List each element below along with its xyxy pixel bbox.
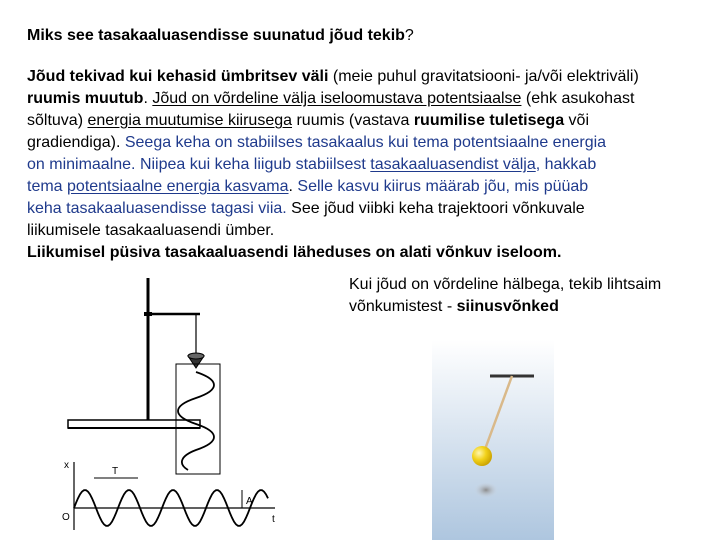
axis-x-label: x xyxy=(64,460,69,471)
pendulum-bob xyxy=(472,446,492,466)
paragraph-line-9: Liikumisel püsiva tasakaaluasendi läheduses on alati võnkuv iseloom. xyxy=(27,244,562,261)
blue-text: on minimaalne. Niipea kui keha liigub stabiilsest xyxy=(27,156,371,173)
text-span: või xyxy=(564,112,589,129)
text-span: . xyxy=(288,178,298,195)
underlined-text: Jõud on võrdeline välja iseloomustava potentsiaalse xyxy=(152,90,522,107)
paragraph-line-3 xyxy=(27,110,717,132)
text-span: (meie puhul gravitatsiooni- ja/või elektriväli) xyxy=(328,68,639,85)
blue-text: Seega keha on stabiilses tasakaalus kui tema potentsiaalne energia xyxy=(124,134,607,151)
blue-text: tema xyxy=(27,178,68,195)
text-span: Jõud tekivad kui kehasid ümbritsev väli xyxy=(27,68,329,85)
text-span: . xyxy=(143,90,153,107)
title-question-mark: ? xyxy=(404,27,414,44)
text-span: sõltuva) xyxy=(27,112,88,129)
underlined-text: potentsiaalne energia kasvama xyxy=(67,178,289,195)
page-title xyxy=(27,26,414,46)
amplitude-label: A xyxy=(246,496,253,507)
blue-text: , hakkab xyxy=(535,156,597,173)
paragraph-line-2 xyxy=(27,88,717,110)
side-line-2 xyxy=(349,296,714,318)
text-span: võnkumistest - xyxy=(349,298,457,315)
underlined-text: energia muutumise kiirusega xyxy=(87,112,293,129)
pendulum-shadow xyxy=(474,482,498,498)
paragraph-line-4 xyxy=(27,132,717,154)
blue-text: Selle kasvu kiirus määrab jõu, mis püüab xyxy=(297,178,589,195)
simple-pendulum-figure xyxy=(432,340,554,540)
pendulum-background xyxy=(432,340,554,540)
paragraph-line-6 xyxy=(27,176,717,198)
text-span: gradiendiga). xyxy=(27,134,125,151)
main-paragraph xyxy=(27,66,717,264)
paragraph-line-7 xyxy=(27,198,717,220)
stand-base xyxy=(68,420,200,428)
bold-term: siinusvõnked xyxy=(456,298,559,315)
paragraph-line-8: liikumisele tasakaaluasendi ümber. xyxy=(27,222,275,239)
axis-t-label: t xyxy=(272,514,275,525)
period-label: T xyxy=(112,466,119,477)
text-span: ruumis (vastava xyxy=(292,112,414,129)
text-span: ruumis muutub xyxy=(27,90,144,107)
funnel-rim xyxy=(188,353,204,359)
axis-origin-label: O xyxy=(62,512,70,523)
spring-pendulum-figure xyxy=(60,272,285,534)
text-span: ruumilise tuletisega xyxy=(413,112,565,129)
text-span: (ehk asukohast xyxy=(521,90,635,107)
blue-text: keha tasakaaluasendisse tagasi viia. xyxy=(27,200,287,217)
text-span: See jõud viibki keha trajektoori võnkuvale xyxy=(286,200,585,217)
underlined-text: tasakaaluasendist välja xyxy=(370,156,536,173)
title-text: Miks see tasakaaluasendisse suunatud jõud tekib xyxy=(27,27,405,44)
paragraph-line-1 xyxy=(27,66,717,88)
paragraph-line-5 xyxy=(27,154,717,176)
side-line-1: Kui jõud on võrdeline hälbega, tekib lihtsaim xyxy=(349,276,662,293)
side-caption xyxy=(349,274,714,318)
